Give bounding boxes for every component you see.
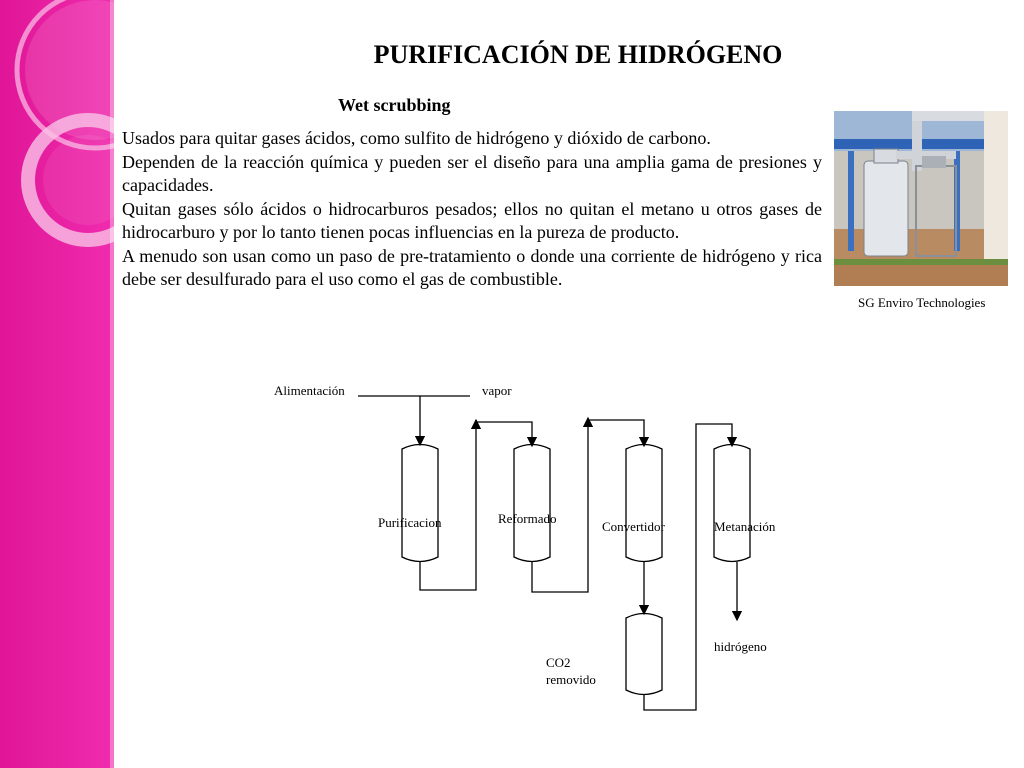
feed-label: Alimentación (274, 383, 345, 398)
paragraph-4: A menudo son usan como un paso de pre-tratamiento o donde una corriente de hidrógeno y rica debe ser desulfurado para el uso como el gas de combustible. (122, 245, 822, 289)
vessel-convertidor (626, 445, 662, 562)
unit-label-convertidor: Convertidor (602, 519, 665, 534)
decorative-sidebar (0, 0, 114, 768)
unit-label-reformado: Reformado (498, 511, 557, 526)
vessel-metanacion (714, 445, 750, 562)
unit-label-purificacion: Purificacion (378, 515, 442, 530)
co2-label-line1: CO2 (546, 655, 571, 670)
vessel-co2-removal (626, 614, 662, 695)
vessel-purificacion (402, 445, 438, 562)
vessel-reformado (514, 445, 550, 562)
unit-label-metanacion: Metanación (714, 519, 776, 534)
slide-title: PURIFICACIÓN DE HIDRÓGENO (373, 40, 783, 69)
image-caption: SG Enviro Technologies (858, 295, 986, 310)
body-text (122, 127, 822, 292)
slide-subtitle: Wet scrubbing (338, 95, 451, 115)
paragraph-3: Quitan gases sólo ácidos o hidrocarburos pesados; ellos no quitan el metano u otros gases de hidrocarburo y por lo tanto tienen pocas influencias en la pureza de producto. (122, 198, 822, 242)
co2-label-line2: removido (546, 672, 596, 687)
output-label: hidrógeno (714, 639, 767, 654)
steam-label: vapor (482, 383, 512, 398)
paragraph-2: Dependen de la reacción química y pueden ser el diseño para una amplia gama de presiones y capacidades. (122, 151, 822, 195)
paragraph-1: Usados para quitar gases ácidos, como sulfito de hidrógeno y dióxido de carbono. (122, 128, 711, 148)
scrubber-photo (834, 111, 1008, 286)
